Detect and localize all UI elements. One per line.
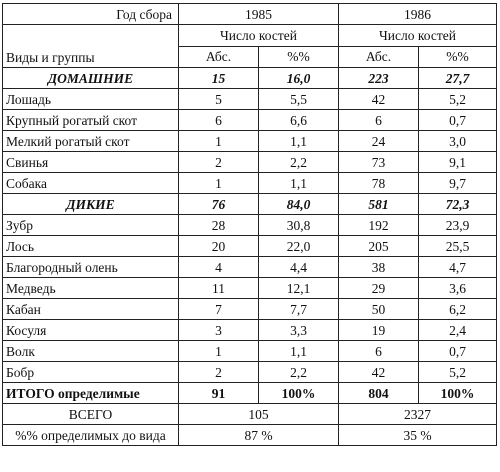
pct-1985: 12,1 xyxy=(259,278,339,299)
pct-1986: 23,9 xyxy=(419,215,497,236)
table-row xyxy=(3,299,497,320)
pct-1986: 3,0 xyxy=(419,131,497,152)
data-rows xyxy=(3,68,497,404)
pct-identified-1986: 35 % xyxy=(339,425,497,446)
abs-1985: 5 xyxy=(179,89,259,110)
pct-1986: 5,2 xyxy=(419,89,497,110)
pct-identified-row xyxy=(3,425,497,446)
pct-1985: 1,1 xyxy=(259,341,339,362)
abs-label-1986: Абс. xyxy=(339,46,419,68)
abs-1985: 11 xyxy=(179,278,259,299)
species-name: Мелкий рогатый скот xyxy=(3,131,179,152)
pct-1986: 100% xyxy=(419,383,497,404)
pct-1986: 9,7 xyxy=(419,173,497,194)
abs-1985: 1 xyxy=(179,341,259,362)
year-1985-header: 1985 xyxy=(179,4,339,25)
pct-1985: 30,8 xyxy=(259,215,339,236)
pct-label-1985: %% xyxy=(259,46,339,68)
abs-1985: 2 xyxy=(179,152,259,173)
count-label-1986: Число костей xyxy=(339,25,497,47)
pct-1985: 6,6 xyxy=(259,110,339,131)
abs-1986: 50 xyxy=(339,299,419,320)
pct-1986: 27,7 xyxy=(419,68,497,89)
table-row xyxy=(3,131,497,152)
pct-1985: 22,0 xyxy=(259,236,339,257)
species-name: Бобр xyxy=(3,362,179,383)
abs-1986: 581 xyxy=(339,194,419,215)
species-name: ДИКИЕ xyxy=(3,194,179,215)
abs-1986: 804 xyxy=(339,383,419,404)
species-name: Благородный олень xyxy=(3,257,179,278)
pct-1986: 6,2 xyxy=(419,299,497,320)
species-name: ИТОГО определимые xyxy=(3,383,179,404)
total-all-1986: 2327 xyxy=(339,404,497,425)
total-all-label: ВСЕГО xyxy=(3,404,179,425)
pct-1986: 2,4 xyxy=(419,320,497,341)
count-label-1985: Число костей xyxy=(179,25,339,47)
pct-1985: 1,1 xyxy=(259,173,339,194)
abs-1985: 2 xyxy=(179,362,259,383)
pct-1986: 0,7 xyxy=(419,341,497,362)
pct-identified-1985: 87 % xyxy=(179,425,339,446)
year-1986-header: 1986 xyxy=(339,4,497,25)
table-body xyxy=(3,4,497,68)
abs-1985: 4 xyxy=(179,257,259,278)
groups-label: Виды и группы xyxy=(3,25,179,68)
year-label: Год сбора xyxy=(3,4,179,25)
total-all-1985: 105 xyxy=(179,404,339,425)
species-name: Крупный рогатый скот xyxy=(3,110,179,131)
table-row xyxy=(3,110,497,131)
pct-1985: 5,5 xyxy=(259,89,339,110)
table-row xyxy=(3,152,497,173)
species-name: Зубр xyxy=(3,215,179,236)
pct-1986: 72,3 xyxy=(419,194,497,215)
pct-1985: 2,2 xyxy=(259,152,339,173)
pct-1985: 3,3 xyxy=(259,320,339,341)
abs-1985: 1 xyxy=(179,173,259,194)
table-row xyxy=(3,68,497,89)
table-row xyxy=(3,362,497,383)
species-name: ДОМАШНИЕ xyxy=(3,68,179,89)
pct-1986: 5,2 xyxy=(419,362,497,383)
table-row xyxy=(3,194,497,215)
pct-1986: 3,6 xyxy=(419,278,497,299)
pct-1986: 9,1 xyxy=(419,152,497,173)
abs-1986: 73 xyxy=(339,152,419,173)
abs-1986: 19 xyxy=(339,320,419,341)
table-row xyxy=(3,320,497,341)
table-row xyxy=(3,383,497,404)
abs-1985: 1 xyxy=(179,131,259,152)
pct-1985: 16,0 xyxy=(259,68,339,89)
header-row-years xyxy=(3,4,497,25)
bone-table-container xyxy=(2,3,497,446)
species-name: Собака xyxy=(3,173,179,194)
abs-1985: 20 xyxy=(179,236,259,257)
abs-1985: 6 xyxy=(179,110,259,131)
pct-1985: 100% xyxy=(259,383,339,404)
abs-1986: 6 xyxy=(339,341,419,362)
abs-1986: 205 xyxy=(339,236,419,257)
pct-identified-label: %% определимых до вида xyxy=(3,425,179,446)
species-name: Косуля xyxy=(3,320,179,341)
table-row xyxy=(3,89,497,110)
abs-1985: 7 xyxy=(179,299,259,320)
abs-1985: 3 xyxy=(179,320,259,341)
abs-1985: 15 xyxy=(179,68,259,89)
abs-1986: 223 xyxy=(339,68,419,89)
table-row xyxy=(3,341,497,362)
total-all-row xyxy=(3,404,497,425)
abs-1986: 29 xyxy=(339,278,419,299)
species-name: Свинья xyxy=(3,152,179,173)
table-row xyxy=(3,173,497,194)
table-row xyxy=(3,236,497,257)
table-row xyxy=(3,215,497,236)
species-name: Волк xyxy=(3,341,179,362)
species-name: Лось xyxy=(3,236,179,257)
pct-1986: 0,7 xyxy=(419,110,497,131)
abs-1986: 24 xyxy=(339,131,419,152)
pct-1985: 2,2 xyxy=(259,362,339,383)
table-row xyxy=(3,257,497,278)
table-row xyxy=(3,278,497,299)
abs-1986: 78 xyxy=(339,173,419,194)
abs-1986: 38 xyxy=(339,257,419,278)
species-name: Медведь xyxy=(3,278,179,299)
footer-rows xyxy=(3,404,497,446)
abs-1986: 6 xyxy=(339,110,419,131)
abs-1985: 91 xyxy=(179,383,259,404)
abs-label-1985: Абс. xyxy=(179,46,259,68)
abs-1985: 76 xyxy=(179,194,259,215)
abs-1985: 28 xyxy=(179,215,259,236)
pct-label-1986: %% xyxy=(419,46,497,68)
abs-1986: 42 xyxy=(339,362,419,383)
pct-1985: 84,0 xyxy=(259,194,339,215)
pct-1986: 25,5 xyxy=(419,236,497,257)
abs-1986: 192 xyxy=(339,215,419,236)
pct-1985: 7,7 xyxy=(259,299,339,320)
bone-count-table xyxy=(2,3,497,446)
pct-1985: 4,4 xyxy=(259,257,339,278)
species-name: Лошадь xyxy=(3,89,179,110)
species-name: Кабан xyxy=(3,299,179,320)
pct-1985: 1,1 xyxy=(259,131,339,152)
header-row-count xyxy=(3,25,497,47)
abs-1986: 42 xyxy=(339,89,419,110)
pct-1986: 4,7 xyxy=(419,257,497,278)
